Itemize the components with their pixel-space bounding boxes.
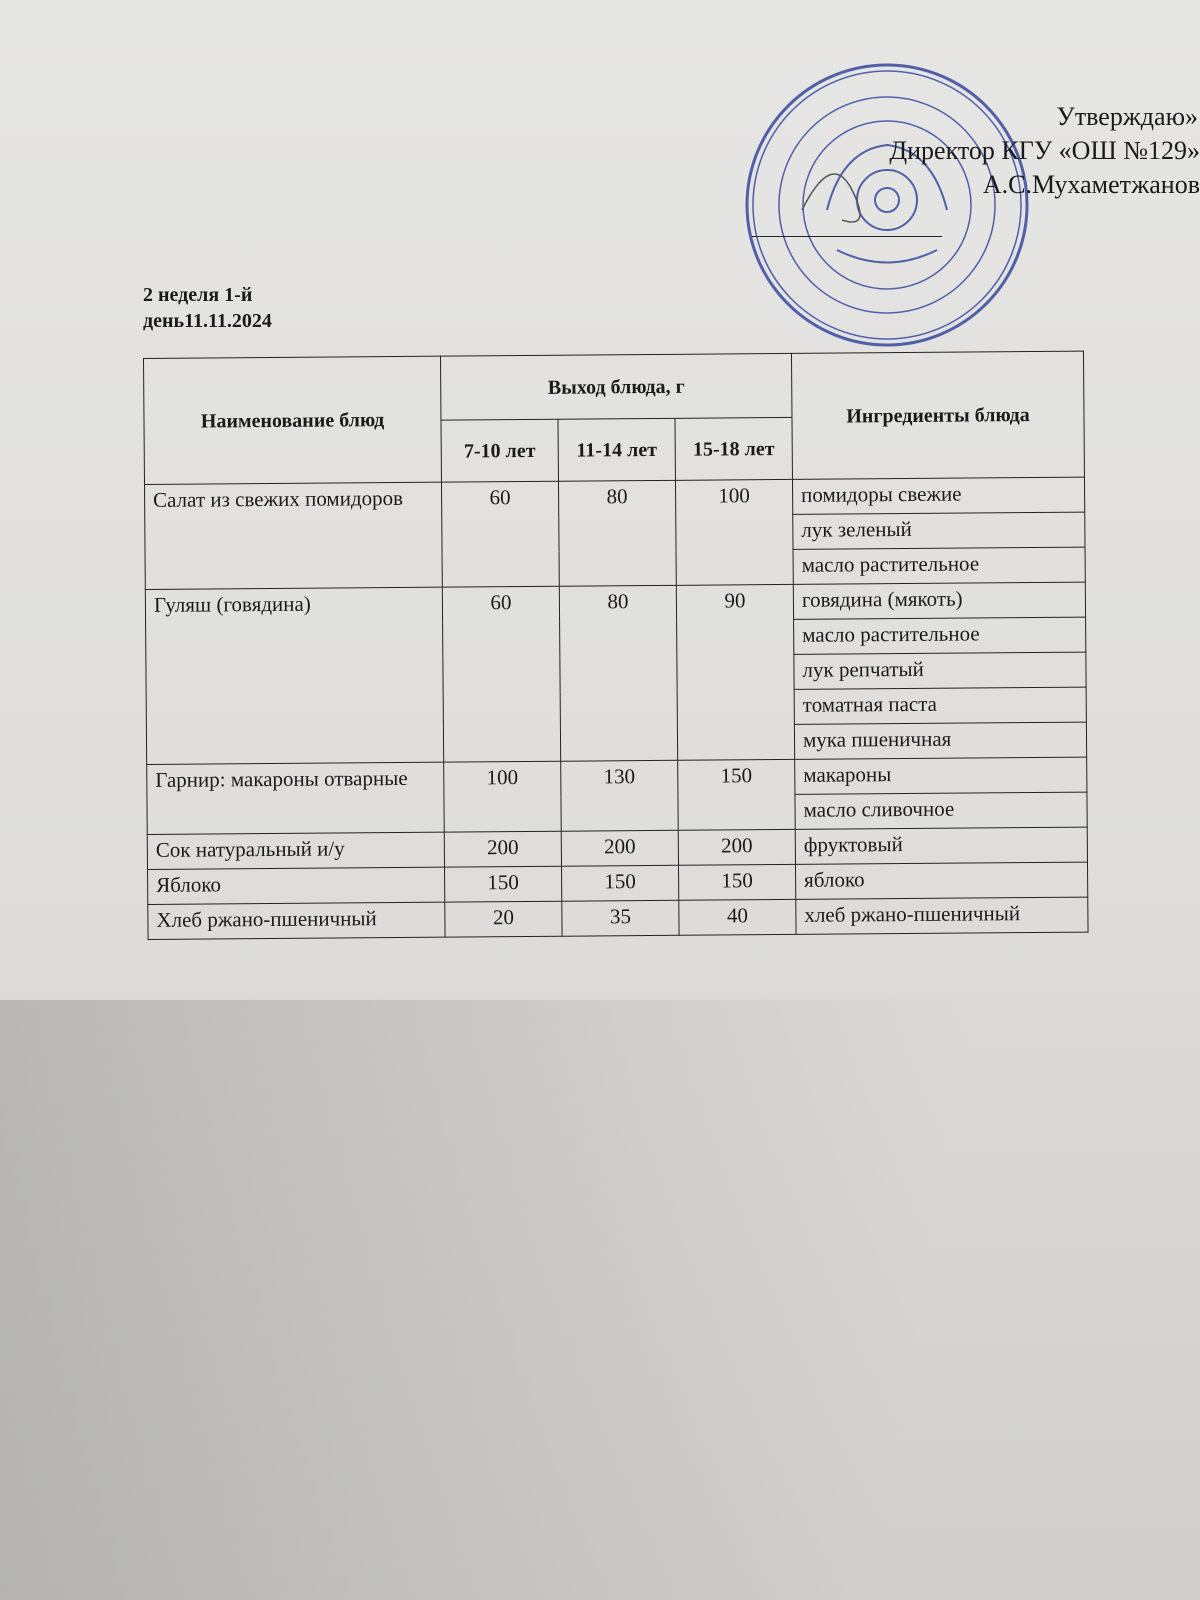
director-title: Директор КГУ «ОШ №129»: [889, 136, 1200, 165]
table-row: [148, 897, 1088, 939]
ingredient: лук репчатый: [794, 652, 1086, 689]
ingredient: мука пшеничная: [794, 722, 1086, 759]
yield-7-10: 20: [445, 901, 562, 937]
yield-11-14: 80: [558, 480, 676, 586]
header-name: Наименование блюд: [144, 356, 442, 484]
ingredient: томатная паста: [794, 687, 1086, 724]
header-ingredients: Ингредиенты блюда: [791, 351, 1084, 479]
dish-name: Салат из свежих помидоров: [144, 482, 442, 589]
ingredient: лук зеленый: [793, 512, 1085, 549]
yield-15-18: 90: [676, 584, 794, 760]
ingredient: масло растительное: [793, 547, 1085, 584]
header-age-7-10: 7-10 лет: [441, 419, 558, 482]
dish-name: Гуляш (говядина): [145, 587, 443, 764]
yield-15-18: 150: [679, 864, 796, 900]
week-label: 2 неделя 1-й: [143, 284, 253, 306]
yield-11-14: 35: [562, 900, 679, 936]
ingredient: масло сливочное: [795, 792, 1087, 829]
ingredient: макароны: [795, 757, 1087, 794]
yield-7-10: 60: [441, 481, 559, 587]
approval-block: [889, 100, 1200, 202]
ingredient: помидоры свежие: [792, 477, 1084, 514]
header-yield: Выход блюда, г: [440, 353, 791, 420]
signature-line: [752, 236, 942, 237]
ingredient: фруктовый: [795, 827, 1087, 864]
menu-table: [143, 351, 1089, 940]
ingredient: яблоко: [795, 862, 1087, 899]
dish-name: Сок натуральный и/у: [147, 832, 444, 869]
yield-15-18: 150: [678, 759, 796, 830]
yield-7-10: 100: [444, 761, 562, 832]
header-age-15-18: 15-18 лет: [675, 417, 792, 480]
yield-15-18: 100: [675, 479, 793, 585]
header-age-11-14: 11-14 лет: [558, 418, 675, 481]
ingredient: говядина (мякоть): [793, 582, 1085, 619]
yield-11-14: 130: [561, 760, 679, 831]
day-label: [143, 282, 272, 334]
date-label: день11.11.2024: [143, 310, 272, 332]
director-name: А.С.Мухаметжанов: [982, 170, 1200, 199]
yield-15-18: 200: [678, 829, 795, 865]
ingredient: хлеб ржано-пшеничный: [796, 897, 1088, 934]
photo-shadow: [0, 1000, 1200, 1600]
ingredient: масло растительное: [794, 617, 1086, 654]
yield-7-10: 150: [445, 866, 562, 902]
yield-7-10: 60: [442, 586, 560, 762]
dish-name: Яблоко: [148, 867, 445, 904]
yield-11-14: 80: [559, 585, 677, 761]
yield-7-10: 200: [444, 831, 561, 867]
yield-15-18: 40: [679, 899, 796, 935]
dish-name: Гарнир: макароны отварные: [147, 762, 445, 834]
yield-11-14: 150: [562, 865, 679, 901]
dish-name: Хлеб ржано-пшеничный: [148, 902, 445, 939]
approval-title: Утверждаю»: [1056, 102, 1198, 131]
yield-11-14: 200: [561, 830, 678, 866]
